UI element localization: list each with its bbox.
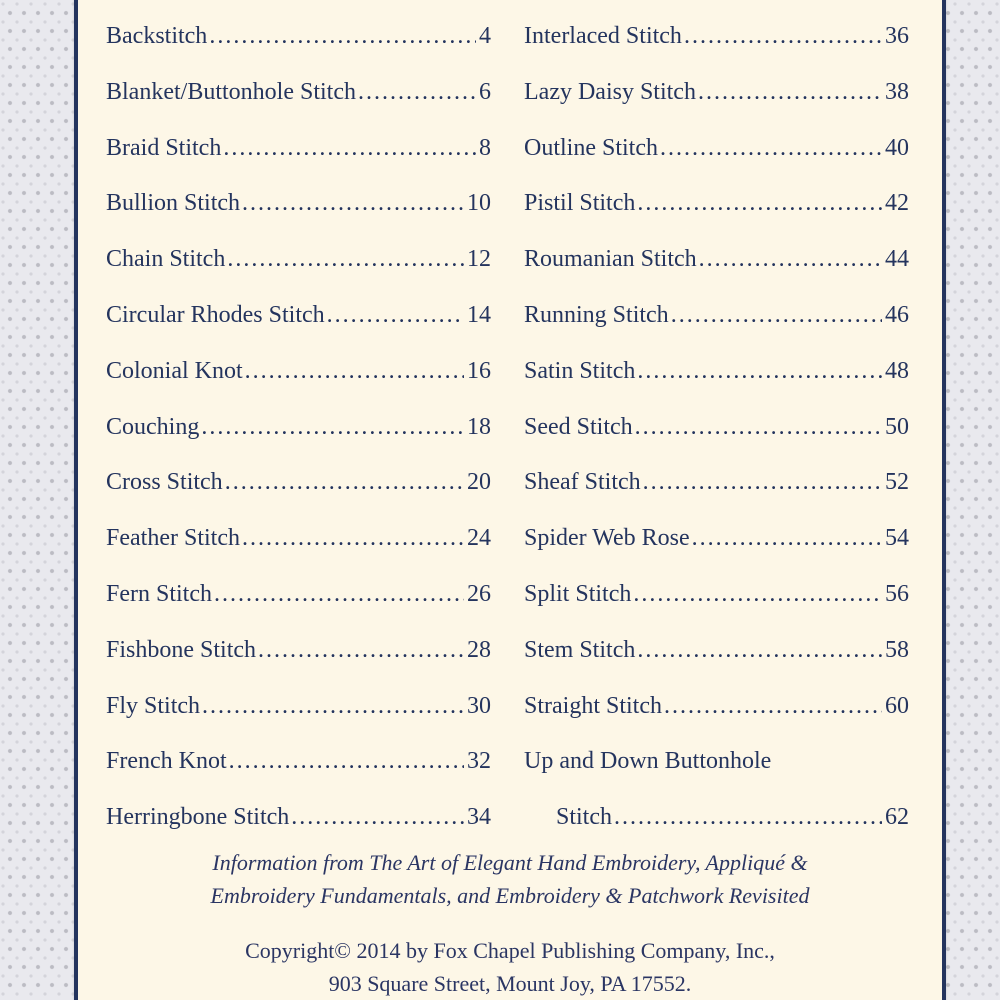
entry-title: Spider Web Rose bbox=[524, 525, 690, 552]
entry-title: Sheaf Stitch bbox=[524, 469, 641, 496]
dot-leader bbox=[291, 799, 464, 835]
entry-page: 58 bbox=[885, 636, 909, 663]
dot-leader bbox=[242, 185, 464, 221]
entry-page: 30 bbox=[467, 692, 491, 719]
dot-leader bbox=[245, 353, 464, 389]
entry-page: 36 bbox=[885, 23, 909, 49]
entry-title: Circular Rhodes Stitch bbox=[106, 301, 325, 328]
entry-page: 26 bbox=[467, 580, 491, 607]
toc-entry bbox=[106, 576, 491, 632]
toc-entry bbox=[524, 353, 909, 409]
entry-title: Braid Stitch bbox=[106, 134, 222, 161]
toc-entry bbox=[524, 520, 909, 576]
entry-page: 20 bbox=[467, 469, 491, 496]
toc-entry bbox=[524, 297, 909, 353]
entry-title: Backstitch bbox=[106, 23, 208, 49]
entry-title: French Knot bbox=[106, 748, 227, 775]
entry-page: 12 bbox=[467, 246, 491, 273]
entry-title: Roumanian Stitch bbox=[524, 246, 697, 273]
entry-page: 48 bbox=[885, 357, 909, 384]
entry-page: 14 bbox=[467, 301, 491, 328]
toc-entry-wrapped-first-line bbox=[524, 743, 909, 799]
dot-leader bbox=[692, 520, 882, 556]
dot-leader bbox=[209, 18, 476, 54]
toc-entry bbox=[106, 130, 491, 186]
entry-page: 42 bbox=[885, 190, 909, 217]
toc-entry bbox=[524, 632, 909, 688]
toc-entry bbox=[524, 18, 909, 74]
dot-leader bbox=[223, 130, 476, 166]
toc-entry bbox=[524, 241, 909, 297]
toc-entry bbox=[106, 353, 491, 409]
dot-leader bbox=[202, 688, 464, 724]
entry-title: Couching bbox=[106, 413, 200, 440]
dot-leader bbox=[660, 130, 882, 166]
entry-page: 10 bbox=[467, 190, 491, 217]
dot-leader bbox=[699, 241, 882, 277]
entry-page: 34 bbox=[467, 804, 491, 831]
dot-leader bbox=[637, 632, 882, 668]
toc-entry bbox=[524, 130, 909, 186]
entry-title: Bullion Stitch bbox=[106, 190, 241, 217]
entry-page: 8 bbox=[479, 134, 491, 161]
toc-panel bbox=[74, 0, 946, 1000]
entry-title: Cross Stitch bbox=[106, 469, 223, 496]
entry-title: Outline Stitch bbox=[524, 134, 658, 161]
entry-page: 50 bbox=[885, 413, 909, 440]
toc-entry bbox=[106, 743, 491, 799]
entry-page: 6 bbox=[479, 78, 491, 105]
toc-entry bbox=[106, 185, 491, 241]
dot-leader bbox=[637, 353, 882, 389]
toc-entry bbox=[524, 464, 909, 520]
dot-leader bbox=[671, 297, 882, 333]
dot-leader bbox=[684, 18, 882, 54]
toc-entry bbox=[106, 632, 491, 688]
entry-page: 52 bbox=[885, 469, 909, 496]
dot-leader bbox=[635, 409, 882, 445]
copyright-notice bbox=[78, 934, 942, 1000]
dot-leader bbox=[201, 409, 464, 445]
entry-title: Split Stitch bbox=[524, 580, 632, 607]
entry-title: Herringbone Stitch bbox=[106, 804, 290, 831]
toc-entry bbox=[106, 297, 491, 353]
entry-title: Interlaced Stitch bbox=[524, 23, 682, 49]
entry-page: 32 bbox=[467, 748, 491, 775]
entry-title: Chain Stitch bbox=[106, 246, 226, 273]
source-info bbox=[78, 846, 942, 912]
entry-page: 4 bbox=[479, 23, 491, 49]
copyright-line: Copyright© 2014 by Fox Chapel Publishing Company, Inc., bbox=[245, 938, 775, 963]
entry-page: 24 bbox=[467, 525, 491, 552]
dot-leader bbox=[225, 464, 464, 500]
toc-entry bbox=[524, 409, 909, 465]
dot-leader bbox=[227, 241, 464, 277]
entry-title: Up and Down Buttonhole bbox=[524, 748, 772, 775]
entry-title: Satin Stitch bbox=[524, 357, 636, 384]
entry-title: Stitch bbox=[556, 804, 613, 831]
dot-leader bbox=[633, 576, 882, 612]
entry-page: 28 bbox=[467, 636, 491, 663]
entry-page: 40 bbox=[885, 134, 909, 161]
toc-right-column bbox=[524, 18, 909, 855]
dot-leader bbox=[229, 743, 464, 779]
toc-entry bbox=[524, 185, 909, 241]
entry-page: 60 bbox=[885, 692, 909, 719]
toc-left-column bbox=[106, 18, 491, 855]
entry-title: Feather Stitch bbox=[106, 525, 240, 552]
entry-title: Fern Stitch bbox=[106, 580, 212, 607]
copyright-line: 903 Square Street, Mount Joy, PA 17552. bbox=[328, 971, 692, 996]
dot-leader bbox=[664, 688, 882, 724]
entry-title: Lazy Daisy Stitch bbox=[524, 78, 696, 105]
entry-page: 44 bbox=[885, 246, 909, 273]
toc-entry bbox=[524, 74, 909, 130]
entry-page: 62 bbox=[885, 804, 909, 831]
entry-title: Running Stitch bbox=[524, 301, 669, 328]
dot-leader bbox=[637, 185, 882, 221]
entry-page: 46 bbox=[885, 301, 909, 328]
dot-leader bbox=[358, 74, 476, 110]
entry-page: 16 bbox=[467, 357, 491, 384]
source-info-line: Information from The Art of Elegant Hand Embroidery, Appliqué & bbox=[212, 850, 808, 875]
entry-page: 56 bbox=[885, 580, 909, 607]
entry-title: Fly Stitch bbox=[106, 692, 201, 719]
credits-block bbox=[78, 846, 942, 1000]
dot-leader bbox=[698, 74, 882, 110]
toc-entry bbox=[106, 409, 491, 465]
source-info-line: Embroidery Fundamentals, and Embroidery & Patchwork Revisited bbox=[210, 883, 810, 908]
dot-leader bbox=[242, 520, 464, 556]
dot-leader bbox=[614, 799, 882, 835]
toc-entry bbox=[106, 464, 491, 520]
toc-entry bbox=[106, 520, 491, 576]
entry-page: 18 bbox=[467, 413, 491, 440]
entry-title: Stem Stitch bbox=[524, 636, 636, 663]
dot-leader bbox=[258, 632, 464, 668]
entry-title: Straight Stitch bbox=[524, 692, 662, 719]
entry-title: Pistil Stitch bbox=[524, 190, 636, 217]
entry-title: Blanket/Buttonhole Stitch bbox=[106, 78, 356, 105]
entry-page: 38 bbox=[885, 78, 909, 105]
toc-entry bbox=[524, 688, 909, 744]
toc-entry bbox=[106, 241, 491, 297]
toc-entry bbox=[106, 74, 491, 130]
entry-title: Seed Stitch bbox=[524, 413, 633, 440]
toc-entry bbox=[106, 18, 491, 74]
toc-entry bbox=[524, 576, 909, 632]
dot-leader bbox=[327, 297, 464, 333]
entry-title: Fishbone Stitch bbox=[106, 636, 257, 663]
dot-leader bbox=[214, 576, 464, 612]
toc-entry bbox=[106, 688, 491, 744]
entry-title: Colonial Knot bbox=[106, 357, 243, 384]
entry-page: 54 bbox=[885, 525, 909, 552]
dot-leader bbox=[643, 464, 882, 500]
